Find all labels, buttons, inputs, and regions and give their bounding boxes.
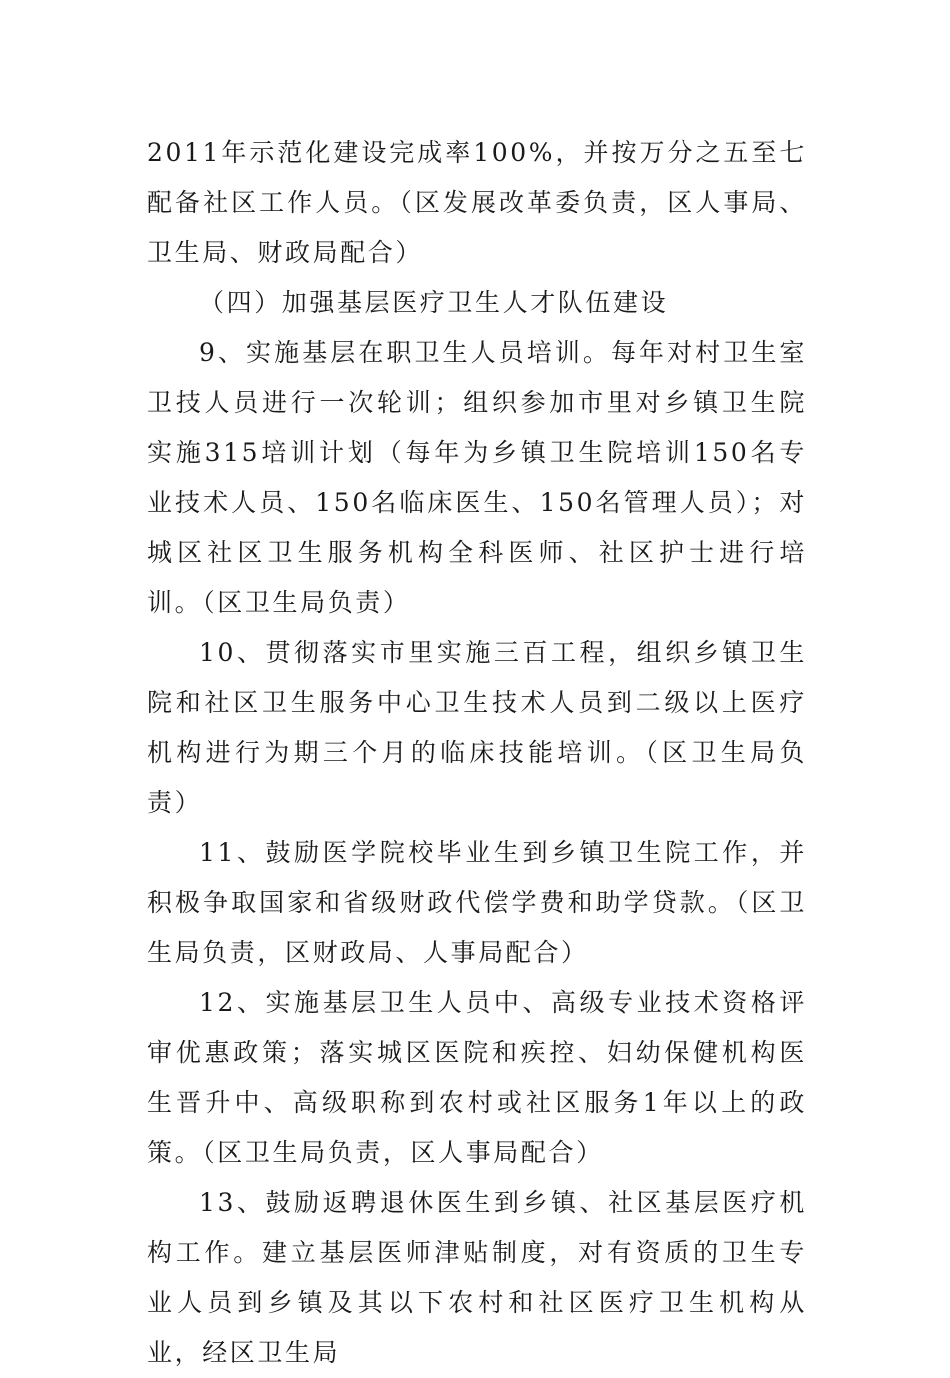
section-heading: （四）加强基层医疗卫生人才队伍建设 [199, 288, 669, 317]
paragraph-item-9: 9、实施基层在职卫生人员培训。每年对村卫生室卫技人员进行一次轮训；组织参加市里对乡镇卫生院实施315培训计划（每年为乡镇卫生院培训150名专业技术人员、150名临床医生、150名管理人员）；对城区社区卫生服务机构全科医师、社区护士进行培训。（区卫生局负责） [147, 338, 807, 617]
document-body [147, 128, 807, 1378]
paragraph-item-10: 10、贯彻落实市里实施三百工程，组织乡镇卫生院和社区卫生服务中心卫生技术人员到二级以上医疗机构进行为期三个月的临床技能培训。（区卫生局负责） [147, 638, 807, 817]
paragraph-continuation: 2011年示范化建设完成率100%，并按万分之五至七配备社区工作人员。（区发展改革委负责，区人事局、卫生局、财政局配合） [147, 138, 807, 267]
paragraph-item-13: 13、鼓励返聘退休医生到乡镇、社区基层医疗机构工作。建立基层医师津贴制度，对有资质的卫生专业人员到乡镇及其以下农村和社区医疗卫生机构从业，经区卫生局 [147, 1188, 807, 1367]
paragraph-item-12: 12、实施基层卫生人员中、高级专业技术资格评审优惠政策；落实城区医院和疾控、妇幼保健机构医生晋升中、高级职称到农村或社区服务1年以上的政策。（区卫生局负责，区人事局配合） [147, 988, 807, 1167]
paragraph-item-11: 11、鼓励医学院校毕业生到乡镇卫生院工作，并积极争取国家和省级财政代偿学费和助学贷款。（区卫生局负责，区财政局、人事局配合） [147, 838, 807, 967]
